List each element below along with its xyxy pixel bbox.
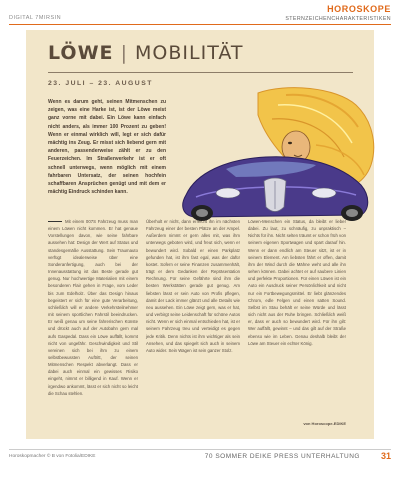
footer-publisher: 70 SOMMER DEIKE PRESS UNTERHALTUNG: [204, 453, 360, 460]
header-left: DIGITAL 7MIRSIN: [9, 15, 62, 21]
column-2-text: Überholt er nicht, dann erreicht ihn im nächsten Fahrzeug einer der besten Plätze an der Ampel. Außerdem nimmt er gern alles mit, was ihm unterwegs geboten wird, und freut sich, wenn er bewundert wird. Sobald er einen Parkplatz gefunden hat, ist ihm fast egal, was der dafür kostet. Sofern er seine Finanzen zusammenhält, trägt er dem Gedanken der Repräsentation Rechnung. Für seine Gefährte sind ihm die besten Werkstätten gerade gut genug. Am liebsten lässt er sein Auto von Profis pflegen, damit der Lack immer glänzt und alle Details wie neu aussehen. Ein Löwe zeigt gern, was er hat, und verbirgt seine Leidenschaft für schöne Autos nicht. Wenn er sich einmal entschieden hat, ist er seinem Fahrzeug treu und verteidigt es gegen jede Kritik. Denn nichts ist ihm wichtiger als sein Ansehen, und das spiegelt sich auch in seinem Auto wider. Sein Wagen ist sein ganzer Stolz.: [146, 219, 240, 353]
footer-rule: [9, 449, 391, 450]
header-rule: [9, 24, 391, 25]
section-subtitle: STERNZEICHENCHARAKTERISTIKEN: [285, 16, 391, 22]
article-column-1: [48, 218, 138, 397]
header-right: [285, 4, 391, 22]
section-title: HOROSKOPE: [327, 4, 391, 14]
lion-car-illustration: [166, 85, 381, 225]
footer-credit: Horoskopmacher © B von Fotolia/EDIKE: [9, 454, 96, 459]
title-part-b: MOBILITÄT: [135, 42, 244, 64]
title-separator: |: [113, 42, 136, 64]
author-signature: von Horoscope-EDIKE: [303, 421, 346, 426]
intro-paragraph: Wenn es darum geht, seinen Mitmenschen zu zeigen, was eine Harke ist, ist der Löwe meist ganz vorne mit dabei. Ein Löwe kann einfach nicht anders, als immer 100 Prozent zu geben! Wenn er einmal wirklich will, legt er sich dafür mächtig ins Zeug. Er misst sich liebend gern mit anderen, passenderweise zählt er zu den Feuerzeichen. Im Straßenverkehr ist er oft schnell unterwegs, wenn möglich mit einem fahrbaren Untersatz, der seinen hochfein schaffbaren Ansprüchen genügt und mit dem er mächtig Eindruck schinden kann.: [48, 99, 166, 196]
title-rule: [48, 72, 353, 73]
article-column-2: [146, 218, 240, 354]
headlight-right: [312, 188, 336, 198]
article-column-3: [248, 218, 346, 347]
headlight-left: [216, 188, 240, 198]
date-range: 23. JULI – 23. AUGUST: [48, 80, 153, 87]
page-number: 31: [380, 451, 391, 461]
column-3-text: Löwen-Menschen ein Status, da bleibt er lieber dabei. Zu laut, zu schnäufig, zu unpraktisch – Nichts für ihn. Nicht selten träumt er schon früh von seinem eigenen Sportwagen und spart darauf hin. Wenn er dann endlich am Steuer sitzt, ist er in seinem Element. Am liebsten fährt er offen, damit ihm der Wind durch die Mähne weht und alle ihn sehen können. Dabei achtet er auf saubere Linien und perfekte Proportionen. Für einen Löwen ist ein Auto ein Ausdruck seiner Persönlichkeit und nicht nur ein Fortbewegungsmittel. Er liebt glänzendes Chrom, edle Felgen und einen satten Sound. Selbst im Stau behält er seine Würde und lässt sich nicht aus der Ruhe bringen. Schließlich weiß er, dass er auch so bewundert wird. Für ihn gilt: Wer auffällt, gewinnt – und das gilt auf der Straße ebenso wie im Leben. Genau deshalb bleibt der Löwe am Steuer ein echter König.: [248, 219, 346, 346]
article-title: [48, 42, 243, 64]
title-part-a: LÖWE: [48, 42, 114, 64]
article-card: [26, 30, 374, 439]
column-1-text: Mit einem 007S Fahrzeug muss man einem Löwen nicht kommen. Er hat genaue Vorstellungen davon, wie seine fahrbare aussehen hat: Design der Wert auf Status und standesgemäße Ausstattung. Sein Traumauto verfügt idealerweise über eine Sonderanfertigung, auch bei der Innenausstattung ist das Beste gerade gut genug. Nur hochwertige Materialien mit einem besonderen Flair gehen in Frage, vom Leder bis zum Edelholz. Über das Design hinaus begeistert er sich für eine gute Verarbeitung, schließlich will er andere Verkehrsteilnehmer mit seinem sportlichen Fahrstil beeindrucken. Er weiß genau um seine fahrerischen Künste und drückt auch auf der Autobahn gern mal aufs Gaspedal. Dass ein Löwe auffällt, kommt nicht von ungefähr. Geschwindigkeit und Stil vereinen sich bei ihm zu einem selbstbewussten Auftritt, der seinen Mitmenschen Respekt abverlangt. Dass er dabei auch einmal ein gewisses Risiko eingeht, nimmt er billigend in Kauf. Wenn er irgendwo ankommt, lässt er sich nicht so leicht die Schau stehlen.: [48, 219, 138, 396]
